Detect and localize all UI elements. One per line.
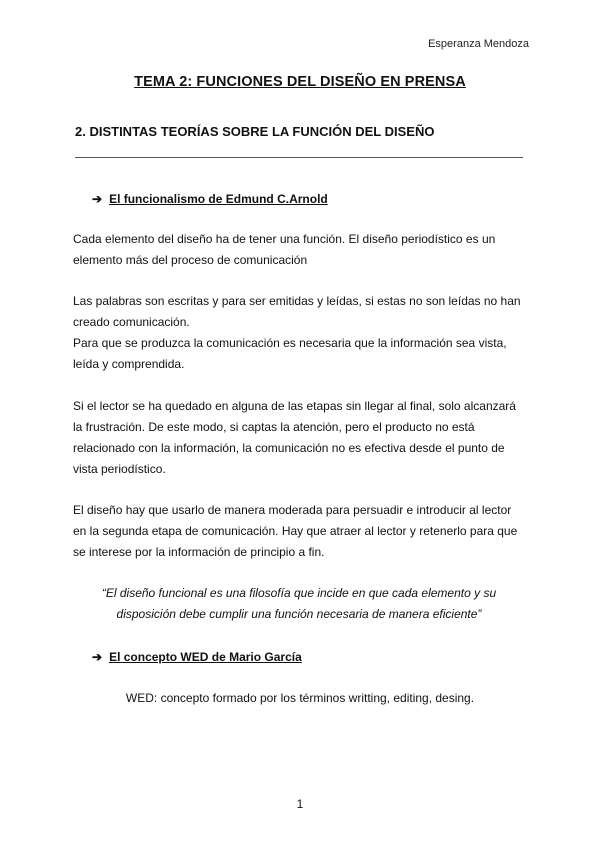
paragraph-1 [73, 229, 525, 271]
section-subtitle: 2. DISTINTAS TEORÍAS SOBRE LA FUNCIÓN DEL DISEÑO [75, 124, 435, 139]
paragraph-2 [73, 291, 525, 375]
document-title: TEMA 2: FUNCIONES DEL DISEÑO EN PRENSA [134, 74, 466, 90]
paragraph-3 [73, 396, 525, 480]
section-heading-wed [92, 650, 302, 664]
paragraph-text: Las palabras son escritas y para ser emitidas y leídas, si estas no son leídas no han creado comunicación. [73, 294, 521, 329]
paragraph-text: Cada elemento del diseño ha de tener una función. El diseño periodístico es un elemento más del proceso de comunicación [73, 232, 496, 267]
paragraph-text: Si el lector se ha quedado en alguna de las etapas sin llegar al final, solo alcanzará la frustración. De este modo, si captas la atención, pero el producto no está relacionado con la información, la comunicación no es efectiva desde el punto de vista periodístico. [73, 399, 516, 476]
arrow-icon: ➔ [92, 192, 103, 206]
section-heading-text: El concepto WED de Mario García [109, 650, 302, 664]
quote-block: “El diseño funcional es una filosofía que incide en que cada elemento y su disposición debe cumplir una función necesaria de manera eficiente” [101, 586, 497, 621]
paragraph-text: El diseño hay que usarlo de manera moderada para persuadir e introducir al lector en la segunda etapa de comunicación. Hay que atraer al lector y retenerlo para que se interese por la información de principio a fin. [73, 503, 518, 559]
horizontal-rule [75, 157, 523, 158]
author-name: Esperanza Mendoza [428, 38, 529, 50]
section-heading-funcionalismo [92, 192, 328, 206]
paragraph-4 [73, 500, 525, 563]
paragraph-text: Para que se produzca la comunicación es necesaria que la información sea vista, leída y comprendida. [73, 336, 507, 371]
page-number: 1 [296, 797, 304, 811]
arrow-icon: ➔ [92, 650, 103, 664]
section-heading-text: El funcionalismo de Edmund C.Arnold [109, 192, 328, 206]
wed-definition: WED: concepto formado por los términos writting, editing, desing. [125, 691, 475, 705]
